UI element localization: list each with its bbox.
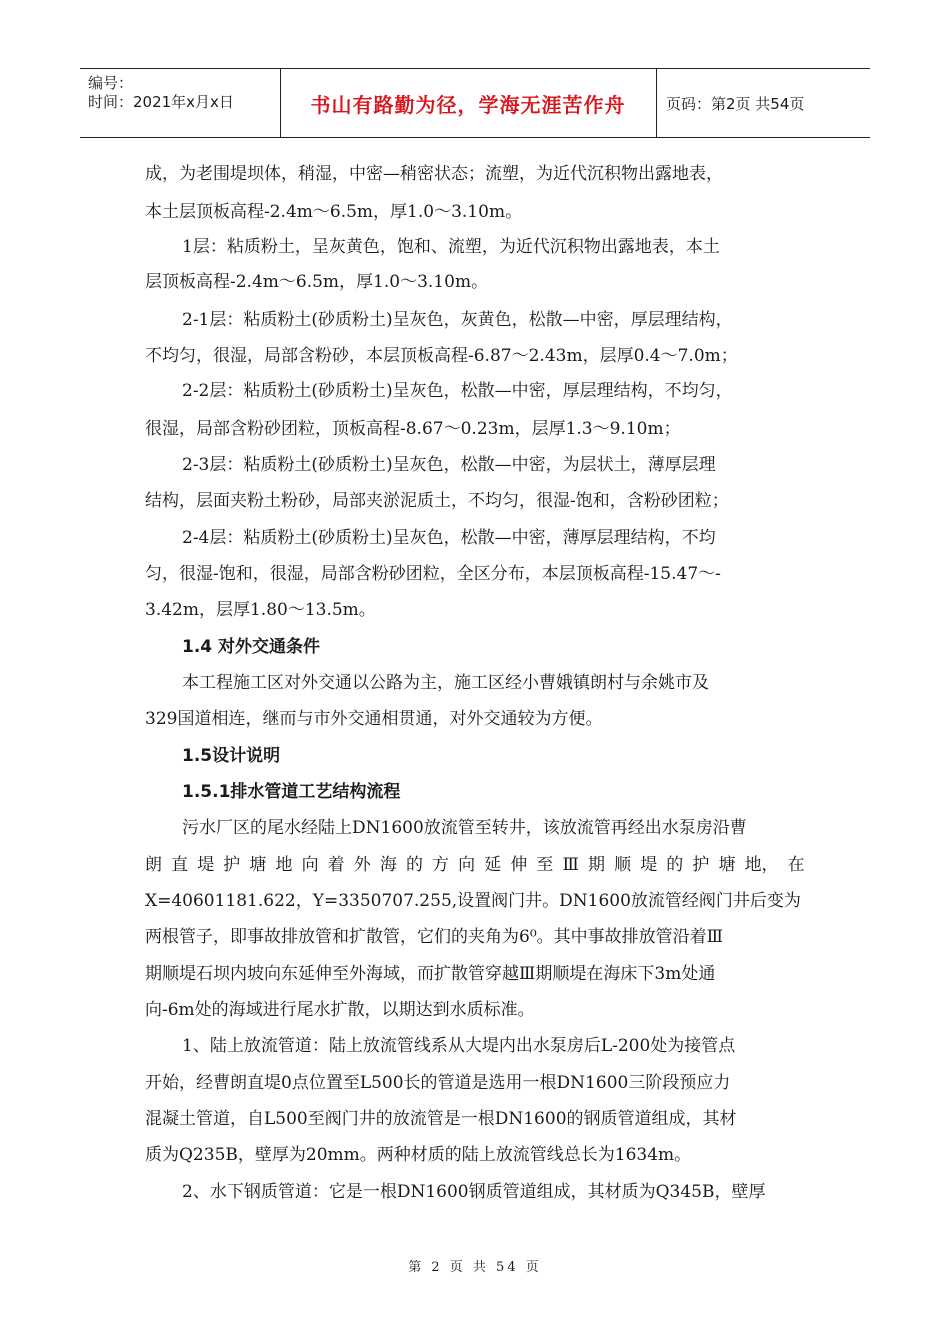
justified-char: 护 xyxy=(692,855,710,875)
justified-char: 期 xyxy=(588,855,605,875)
justified-char: 护 xyxy=(223,855,241,875)
body-line: 2、水下钢质管道：它是一根DN1600钢质管道组成，其材质为Q345B，壁厚 xyxy=(182,1182,766,1202)
body-line: 本土层顶板高程-2.4m～6.5m，厚1.0～3.10m。 xyxy=(145,202,523,222)
justified-char: 外 xyxy=(353,855,371,875)
body-line: X=40601181.622，Y=3350707.255,设置阀门井。DN1600放流管经阀门井后变为 xyxy=(145,891,801,911)
body-line: 两根管子，即事故排放管和扩散管，它们的夹角为6⁰。其中事故排放管沿着Ⅲ xyxy=(145,927,724,947)
justified-char: 延 xyxy=(484,855,502,875)
justified-char: 堤 xyxy=(640,855,658,875)
body-line: 本工程施工区对外交通以公路为主，施工区经小曹娥镇朗村与余姚市及 xyxy=(182,673,709,693)
body-line: 匀，很湿-饱和，很湿，局部含粉砂团粒，全区分布，本层顶板高程-15.47～- xyxy=(145,564,721,584)
justified-char: 的 xyxy=(666,855,684,875)
body-line: 2-3层：粘质粉土(砂质粉土)呈灰色，松散—中密，为层状土，薄厚层理 xyxy=(182,455,716,475)
body-line: 质为Q235B，壁厚为20mm。两种材质的陆上放流管线总长为1634m。 xyxy=(145,1145,692,1165)
body-line: 2-1层：粘质粉土(砂质粉土)呈灰色，灰黄色，松散—中密，厚层理结构， xyxy=(182,310,733,330)
justified-char: 方 xyxy=(432,855,450,875)
body-line: 污水厂区的尾水经陆上DN1600放流管至转井，该放流管再经出水泵房沿曹 xyxy=(182,818,747,838)
justified-char: 朗 xyxy=(145,855,162,875)
body-line: 1、陆上放流管道：陆上放流管线系从大堤内出水泵房后L-200处为接管点 xyxy=(182,1036,736,1056)
justified-char: 的 xyxy=(405,855,423,875)
justified-char: 地 xyxy=(275,855,293,875)
header-page-info: 页码：第2页 共54页 xyxy=(666,94,805,113)
justified-char: 塘 xyxy=(718,855,736,875)
justified-char: 向 xyxy=(458,855,476,875)
body-line: 2-4层：粘质粉土(砂质粉土)呈灰色，松散—中密，薄厚层理结构，不均 xyxy=(182,528,716,548)
body-line: 不均匀，很湿，局部含粉砂，本层顶板高程-6.87～2.43m，层厚0.4～7.0m； xyxy=(145,346,738,366)
justified-char: 地， xyxy=(744,855,779,875)
justified-char: 伸 xyxy=(510,855,528,875)
justified-char: 直 xyxy=(171,855,189,875)
page-header xyxy=(80,68,870,138)
justified-char: 向 xyxy=(301,855,319,875)
justified-char: 着 xyxy=(327,855,345,875)
body-line: 开始，经曹朗直堤0点位置至L500长的管道是选用一根DN1600三阶段预应力 xyxy=(145,1073,731,1093)
justified-char: 至 xyxy=(536,855,554,875)
body-line: 期顺堤石坝内坡向东延伸至外海域，而扩散管穿越Ⅲ期顺堤在海床下3m处通 xyxy=(145,964,716,984)
body-line: 2-2层：粘质粉土(砂质粉土)呈灰色，松散—中密，厚层理结构，不均匀， xyxy=(182,381,733,401)
header-motto: 书山有路勤为径，学海无涯苦作舟 xyxy=(310,92,626,117)
header-motto-cell xyxy=(280,69,657,137)
section-heading: 1.4 对外交通条件 xyxy=(182,637,321,657)
justified-char: 堤 xyxy=(197,855,215,875)
body-line-justified xyxy=(145,855,805,875)
document-date-label: 时间：2021年x月x日 xyxy=(88,93,234,111)
body-line: 1层：粘质粉土，呈灰黄色，饱和、流塑，为近代沉积物出露地表，本土 xyxy=(182,237,720,257)
body-line: 结构，层面夹粉土粉砂，局部夹淤泥质土，不均匀，很湿-饱和，含粉砂团粒； xyxy=(145,491,729,511)
document-number-label: 编号： xyxy=(88,74,134,92)
justified-char: 海 xyxy=(379,855,397,875)
body-line: 成，为老围堤坝体，稍湿，中密—稍密状态；流塑，为近代沉积物出露地表， xyxy=(145,164,723,184)
body-line: 3.42m，层厚1.80～13.5m。 xyxy=(145,600,376,620)
justified-char: 顺 xyxy=(614,855,632,875)
justified-char: Ⅲ xyxy=(562,855,579,875)
justified-char: 塘 xyxy=(249,855,267,875)
body-line: 向-6m处的海域进行尾水扩散，以期达到水质标准。 xyxy=(145,1000,535,1020)
body-line: 很湿，局部含粉砂团粒，顶板高程-8.67～0.23m，层厚1.3～9.10m； xyxy=(145,419,681,439)
justified-char: 在 xyxy=(787,855,805,875)
header-meta-cell xyxy=(80,69,281,137)
body-line: 329国道相连，继而与市外交通相贯通，对外交通较为方便。 xyxy=(145,709,603,729)
subsection-heading: 1.5.1排水管道工艺结构流程 xyxy=(182,782,401,802)
body-line: 层顶板高程-2.4m～6.5m，厚1.0～3.10m。 xyxy=(145,272,489,292)
page-footer: 第 2 页 共 54 页 xyxy=(408,1260,542,1275)
body-line: 混凝土管道，自L500至阀门井的放流管是一根DN1600的钢质管道组成，其材 xyxy=(145,1109,737,1129)
section-heading: 1.5设计说明 xyxy=(182,746,281,766)
